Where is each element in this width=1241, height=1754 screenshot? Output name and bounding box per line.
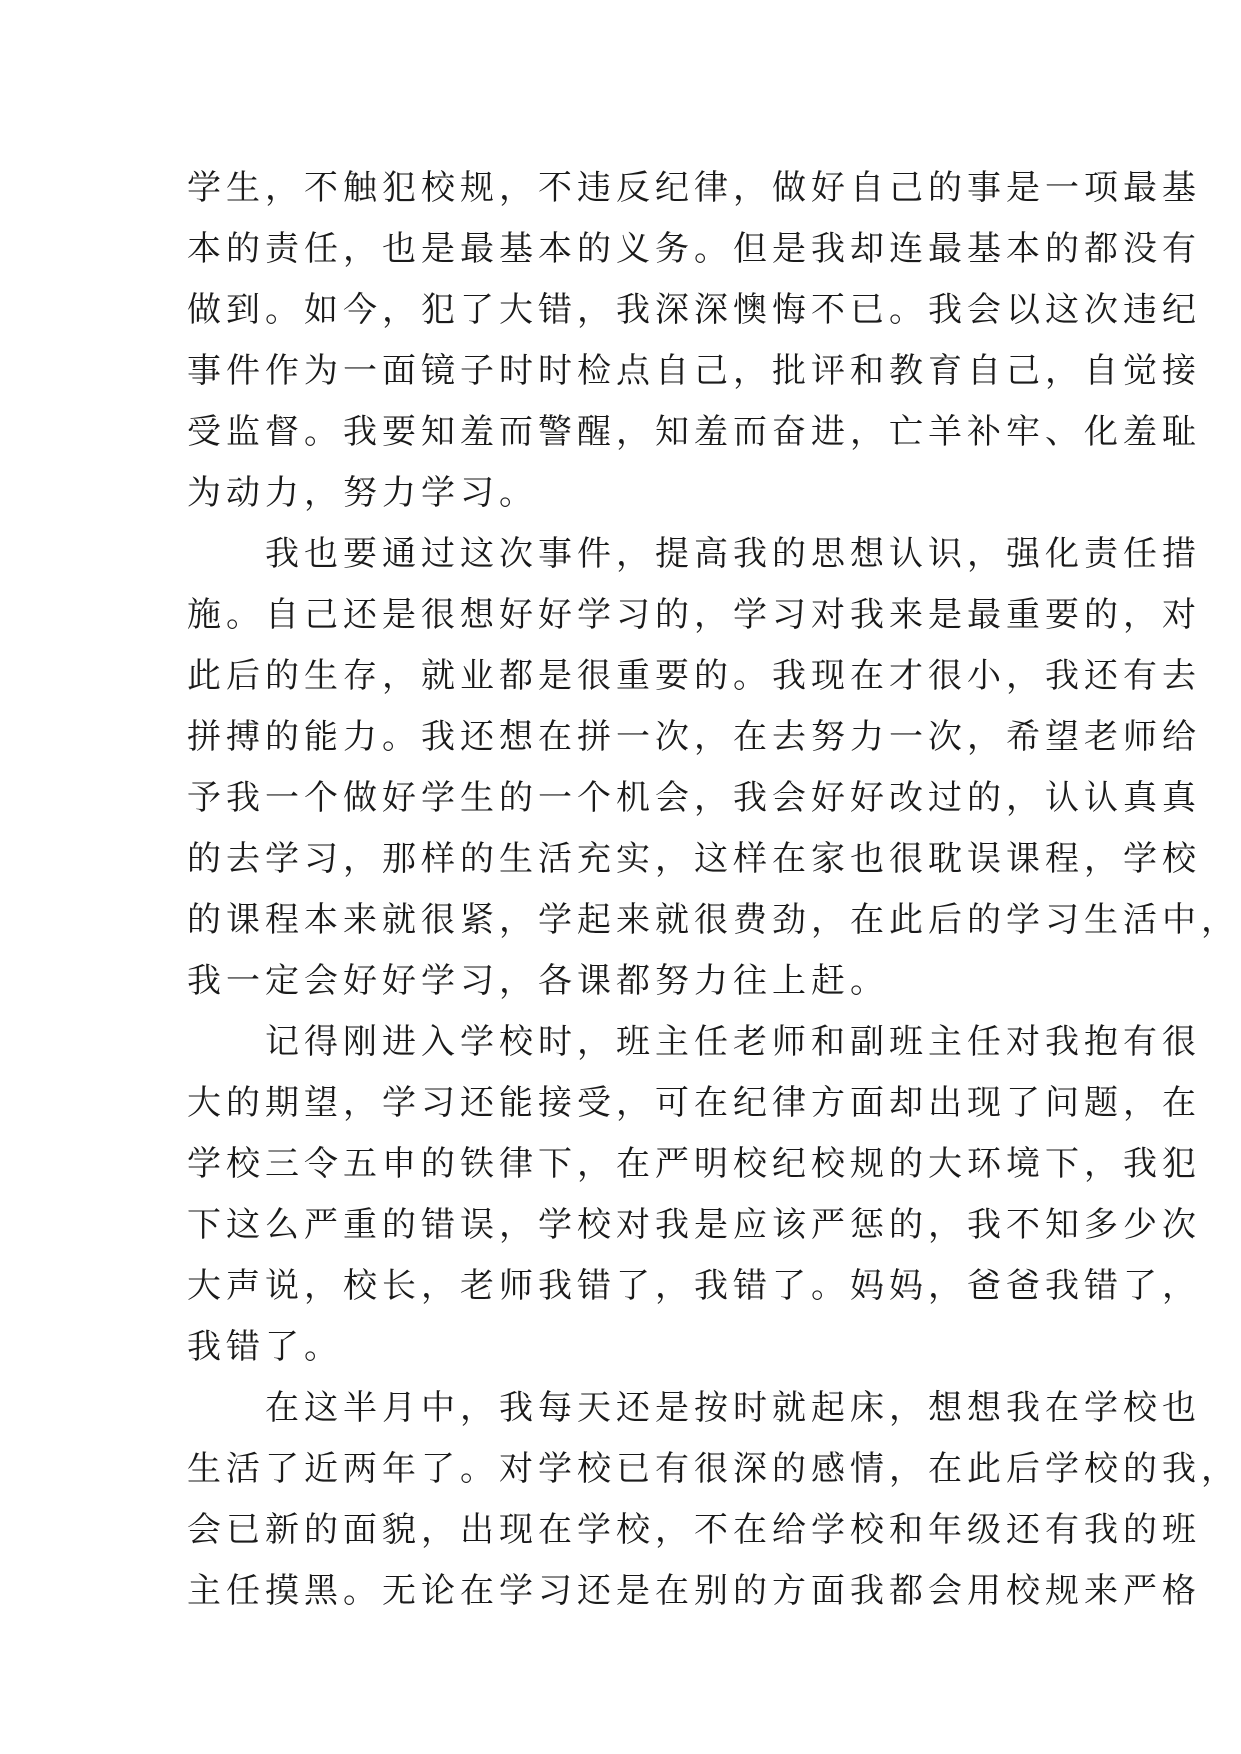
- text-line: 生活了近两年了。对学校已有很深的感情，在此后学校的我，: [187, 1449, 1240, 1489]
- text-line: 在这半月中，我每天还是按时就起床，想想我在学校也: [187, 1388, 1201, 1428]
- text-line: 的去学习，那样的生活充实，这样在家也很耽误课程，学校: [187, 839, 1201, 879]
- text-line: 大声说，校长，老师我错了，我错了。妈妈，爸爸我错了，: [187, 1266, 1201, 1306]
- text-line: 我错了。: [187, 1327, 343, 1367]
- text-line: 施。自己还是很想好好学习的，学习对我来是最重要的，对: [187, 595, 1201, 635]
- text-line: 我一定会好好学习，各课都努力往上赶。: [187, 961, 889, 1001]
- text-line: 记得刚进入学校时，班主任老师和副班主任对我抱有很: [187, 1022, 1201, 1062]
- text-line: 学生，不触犯校规，不违反纪律，做好自己的事是一项最基: [187, 168, 1201, 208]
- text-line: 大的期望，学习还能接受，可在纪律方面却出现了问题，在: [187, 1083, 1201, 1123]
- body-text: [187, 158, 1240, 1622]
- text-line: 的课程本来就很紧，学起来就很费劲，在此后的学习生活中，: [187, 900, 1240, 940]
- text-line: 事件作为一面镜子时时检点自己，批评和教育自己，自觉接: [187, 351, 1201, 391]
- text-line: 做到。如今，犯了大错，我深深懊悔不已。我会以这次违纪: [187, 290, 1201, 330]
- text-line: 主任摸黑。无论在学习还是在别的方面我都会用校规来严格: [187, 1571, 1201, 1611]
- text-line: 本的责任，也是最基本的义务。但是我却连最基本的都没有: [187, 229, 1201, 269]
- text-line: 我也要通过这次事件，提高我的思想认识，强化责任措: [187, 534, 1201, 574]
- text-line: 会已新的面貌，出现在学校，不在给学校和年级还有我的班: [187, 1510, 1201, 1550]
- text-line: 下这么严重的错误，学校对我是应该严惩的，我不知多少次: [187, 1205, 1201, 1245]
- text-line: 予我一个做好学生的一个机会，我会好好改过的，认认真真: [187, 778, 1201, 818]
- text-line: 此后的生存，就业都是很重要的。我现在才很小，我还有去: [187, 656, 1201, 696]
- text-line: 拼搏的能力。我还想在拼一次，在去努力一次，希望老师给: [187, 717, 1201, 757]
- text-line: 学校三令五申的铁律下，在严明校纪校规的大环境下，我犯: [187, 1144, 1201, 1184]
- text-line: 为动力，努力学习。: [187, 473, 538, 513]
- text-line: 受监督。我要知羞而警醒，知羞而奋进，亡羊补牢、化羞耻: [187, 412, 1201, 452]
